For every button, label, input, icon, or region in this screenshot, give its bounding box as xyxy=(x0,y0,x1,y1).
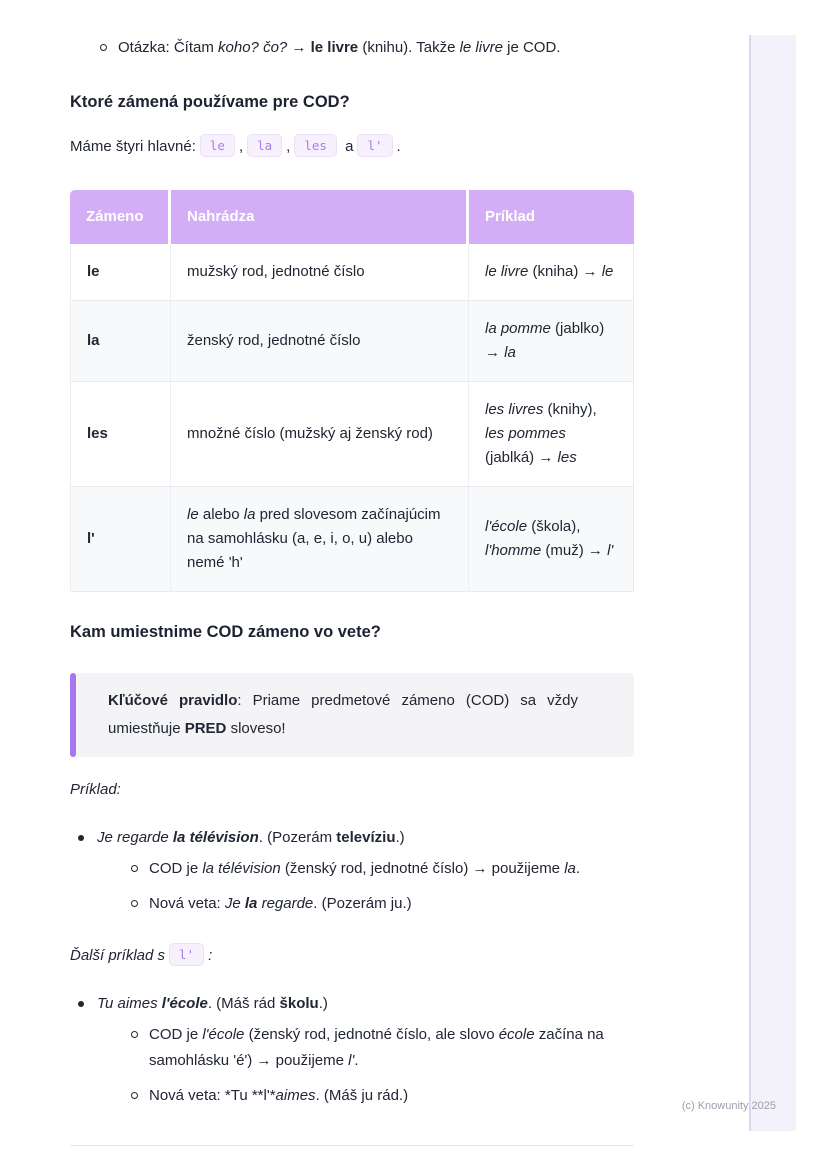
text-segment: (ženský rod, jednotné číslo, ale slovo xyxy=(244,1026,499,1043)
bullet-icon xyxy=(78,835,84,841)
text-segment: la xyxy=(504,344,516,361)
example1-explanation xyxy=(149,860,580,877)
text-segment: Ďalší príklad s xyxy=(70,947,166,964)
table-header-priklad: Príklad xyxy=(469,190,634,244)
table-row xyxy=(70,301,634,382)
circle-bullet-icon xyxy=(100,44,107,51)
text-segment: , xyxy=(238,138,244,155)
text-segment: : xyxy=(208,947,213,964)
text-segment: Máme štyri hlavné: xyxy=(70,138,196,155)
table-body xyxy=(70,244,634,592)
text-segment: množné číslo (mužský aj ženský rod) xyxy=(187,425,433,442)
table-cell xyxy=(70,487,171,592)
circle-bullet-icon xyxy=(131,1031,138,1038)
text-segment: pred slovesom začínajúcim na samohlásku (a, e, i, o, u) alebo nemé 'h' xyxy=(187,506,441,571)
table-cell xyxy=(469,244,634,301)
example1-sentence xyxy=(97,829,405,846)
text-segment: Nová veta: xyxy=(149,895,225,912)
circle-bullet-icon xyxy=(131,900,138,907)
text-segment: .) xyxy=(395,829,405,846)
table-row xyxy=(70,487,634,592)
example2-sentence xyxy=(97,995,328,1012)
text-segment: Je regarde xyxy=(97,829,173,846)
text-segment: . (Máš rád xyxy=(207,995,280,1012)
text-segment: l'école xyxy=(485,518,528,535)
text-segment: Otázka: Čítam xyxy=(118,39,219,56)
text-segment: (kniha) → xyxy=(528,263,602,280)
text-segment: le livre xyxy=(485,263,529,280)
list-item xyxy=(70,991,666,1109)
example-label xyxy=(70,777,666,803)
text-segment: les livres xyxy=(485,401,544,418)
text-segment: l'école xyxy=(161,995,208,1012)
text-segment: (knihu). Takže xyxy=(358,39,460,56)
table-cell xyxy=(171,487,469,592)
text-segment: Tu aimes xyxy=(97,995,162,1012)
text-segment: la xyxy=(243,506,256,523)
callout-accent-bar xyxy=(70,673,76,757)
text-segment: (muž) → xyxy=(541,542,608,559)
code-badge: la xyxy=(247,134,282,157)
text-segment: le xyxy=(601,263,614,280)
example2-list xyxy=(70,991,666,1109)
list-item xyxy=(70,35,666,61)
text-segment: → xyxy=(287,39,311,56)
intro-line xyxy=(70,134,666,160)
list-item xyxy=(97,856,666,882)
list-item xyxy=(97,891,666,917)
table-cell xyxy=(70,244,171,301)
text-segment: l'école xyxy=(202,1026,245,1043)
text-segment: Príklad: xyxy=(70,781,121,798)
intro-bullet-list xyxy=(70,35,666,61)
text-segment: (jablká) → xyxy=(485,449,558,466)
heading-pronouns: Ktoré zámená používame pre COD? xyxy=(70,93,350,111)
text-segment: je COD. xyxy=(502,39,561,56)
table-cell xyxy=(70,382,171,487)
text-segment: l' xyxy=(87,530,95,547)
text-segment: le xyxy=(187,506,199,523)
table-cell xyxy=(171,382,469,487)
key-rule-text xyxy=(108,687,578,743)
table-cell xyxy=(469,301,634,382)
circle-bullet-icon xyxy=(131,1092,138,1099)
text-segment: la télévision xyxy=(172,829,259,846)
list-item xyxy=(97,1083,666,1109)
table-head xyxy=(70,190,634,244)
text-segment: školu xyxy=(279,995,319,1012)
text-segment: l' xyxy=(607,542,614,559)
text-segment: le livre xyxy=(310,39,359,56)
text-segment: . xyxy=(396,138,401,155)
text-segment: . xyxy=(354,1052,359,1069)
text-segment: (jablko) → xyxy=(485,320,605,361)
text-segment: Kľúčové pravidlo xyxy=(108,692,238,709)
copyright-text: (c) Knowunity 2025 xyxy=(681,1100,776,1112)
code-badge: l' xyxy=(357,134,392,157)
list-item xyxy=(97,1022,666,1074)
page-edge-strip xyxy=(749,35,796,1131)
text-segment: l'homme xyxy=(485,542,542,559)
text-segment: aimes xyxy=(275,1087,316,1104)
table-header-nahradza: Nahrádza xyxy=(171,190,469,244)
table-cell xyxy=(171,244,469,301)
code-badge: les xyxy=(294,134,337,157)
text-segment: začína na samohlásku 'é') → použijeme xyxy=(149,1026,604,1069)
table-cell xyxy=(70,301,171,382)
text-segment: . xyxy=(575,860,581,877)
text-segment: mužský rod, jednotné číslo xyxy=(187,263,365,280)
table-row xyxy=(70,244,634,301)
table-cell xyxy=(469,487,634,592)
text-segment: .) xyxy=(318,995,328,1012)
example1-new-sentence xyxy=(149,895,412,912)
text-segment: COD je xyxy=(149,860,203,877)
text-segment: la pomme xyxy=(485,320,551,337)
text-segment: la xyxy=(564,860,576,877)
text-segment: Nová veta: *Tu **l'* xyxy=(149,1087,276,1104)
document-content xyxy=(70,30,666,1146)
key-rule-callout xyxy=(70,673,634,757)
intro-bullet-text xyxy=(118,39,560,56)
text-segment: . (Pozerám ju.) xyxy=(313,895,412,912)
table-cell xyxy=(171,301,469,382)
text-segment: COD je xyxy=(149,1026,203,1043)
example2-explanation xyxy=(149,1026,604,1069)
text-segment: (ženský rod, jednotné číslo) → použijeme xyxy=(280,860,565,877)
text-segment: Je xyxy=(224,895,245,912)
text-segment: sloveso! xyxy=(226,720,286,737)
text-segment: (škola), xyxy=(527,518,581,535)
table-header-row xyxy=(70,190,634,244)
divider xyxy=(70,1145,634,1146)
text-segment: PRED xyxy=(184,720,227,737)
text-segment: le livre xyxy=(459,39,503,56)
text-segment: alebo xyxy=(198,506,244,523)
text-segment: la télévision xyxy=(202,860,281,877)
bullet-icon xyxy=(78,1001,84,1007)
text-segment: les xyxy=(87,425,108,442)
text-segment: regarde xyxy=(257,895,314,912)
example1-sublist xyxy=(97,856,666,917)
table-cell xyxy=(469,382,634,487)
example1-list xyxy=(70,825,666,917)
text-segment: . (Pozerám xyxy=(258,829,337,846)
text-segment: koho? čo? xyxy=(218,39,288,56)
table-header-zameno: Zámeno xyxy=(70,190,171,244)
code-badge: l' xyxy=(169,943,204,966)
text-segment: ženský rod, jednotné číslo xyxy=(187,332,361,349)
text-segment: . (Máš ju rád.) xyxy=(315,1087,409,1104)
text-segment: les xyxy=(557,449,577,466)
text-segment: le xyxy=(87,263,100,280)
text-segment: les pommes xyxy=(485,425,566,442)
text-segment: école xyxy=(498,1026,535,1043)
list-item xyxy=(70,825,666,917)
pronoun-table xyxy=(70,190,634,592)
text-segment: (knihy), xyxy=(543,401,597,418)
text-segment: televíziu xyxy=(336,829,396,846)
table-row xyxy=(70,382,634,487)
heading-placement: Kam umiestnime COD zámeno vo vete? xyxy=(70,623,381,641)
text-segment: : Priame predmetové zámeno (COD) sa vždy umiestňuje xyxy=(108,692,578,737)
another-example-label xyxy=(70,943,666,969)
circle-bullet-icon xyxy=(131,865,138,872)
text-segment: a xyxy=(340,138,354,155)
text-segment: la xyxy=(87,332,100,349)
example2-sublist xyxy=(97,1022,666,1109)
code-badge: le xyxy=(200,134,235,157)
example2-new-sentence xyxy=(149,1087,408,1104)
text-segment: l' xyxy=(348,1052,355,1069)
text-segment: , xyxy=(286,138,291,155)
text-segment: la xyxy=(244,895,258,912)
